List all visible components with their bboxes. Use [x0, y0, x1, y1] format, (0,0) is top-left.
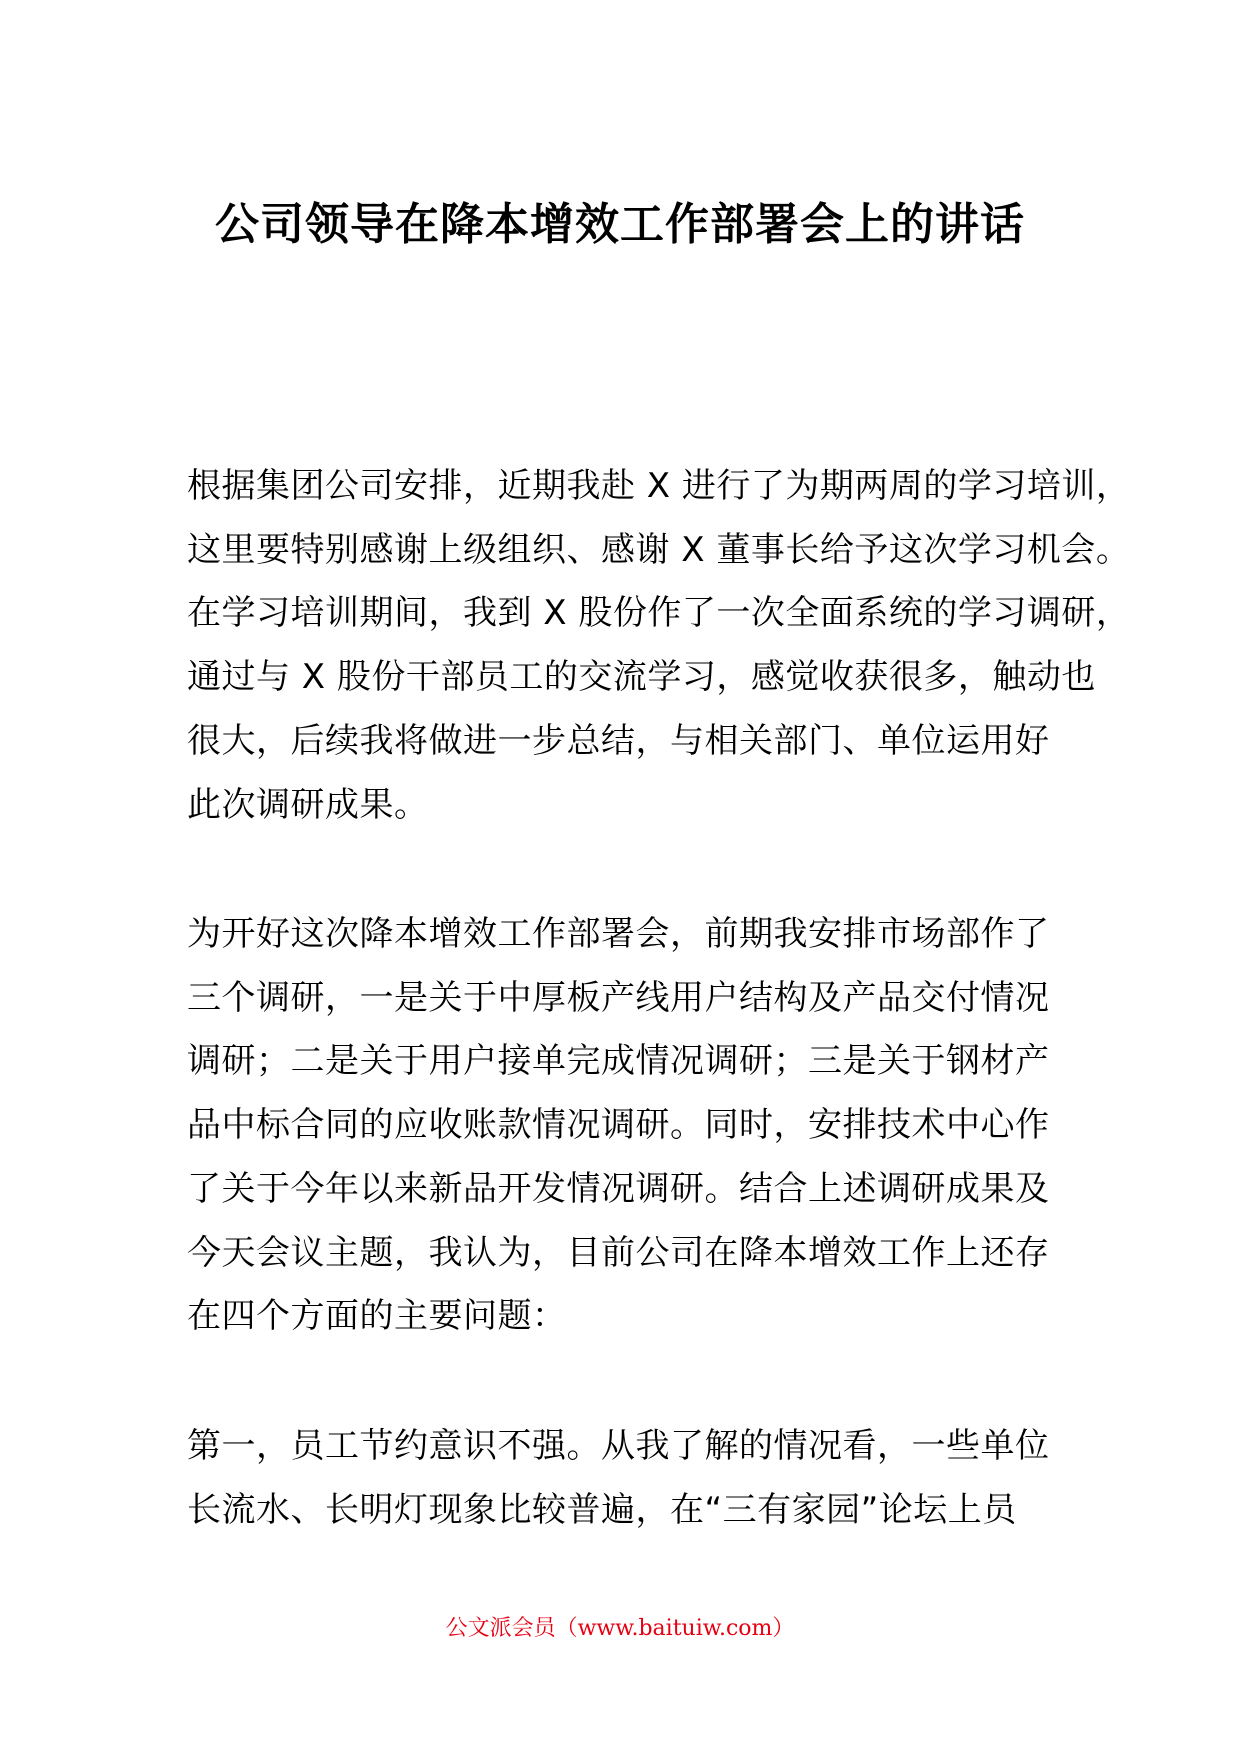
paragraph-line: 根据集团公司安排，近期我赴 X 进行了为期两周的学习培训， — [187, 466, 1131, 506]
footer-watermark-link[interactable]: 公文派会员（www.baituiw.com） — [445, 1616, 795, 1641]
paragraph-1 — [187, 455, 1131, 837]
paragraph-line: 在四个方面的主要问题： — [187, 1296, 567, 1337]
paragraph-line: 在学习培训期间，我到 X 股份作了一次全面系统的学习调研， — [187, 593, 1131, 634]
paragraph-line: 今天会议主题，我认为，目前公司在降本增效工作上还存 — [187, 1232, 1050, 1273]
paragraph-line: 三个调研，一是关于中厚板产线用户结构及产品交付情况 — [187, 977, 1050, 1018]
paragraph-line: 为开好这次降本增效工作部署会，前期我安排市场部作了 — [187, 914, 1050, 954]
paragraph-line: 很大，后续我将做进一步总结，与相关部门、单位运用好 — [187, 720, 1050, 761]
paragraph-line: 第一，员工节约意识不强。从我了解的情况看，一些单位 — [187, 1426, 1050, 1466]
paragraph-3 — [187, 1415, 1087, 1542]
paragraph-line: 长流水、长明灯现象比较普遍，在“三有家园”论坛上员 — [187, 1489, 1017, 1530]
paragraph-line: 这里要特别感谢上级组织、感谢 X 董事长给予这次学习机会。 — [187, 529, 1131, 570]
paragraph-line: 品中标合同的应收账款情况调研。同时，安排技术中心作 — [187, 1105, 1050, 1146]
paragraph-2 — [187, 903, 1087, 1349]
paragraph-line: 此次调研成果。 — [187, 784, 429, 825]
paragraph-line: 调研；二是关于用户接单完成情况调研；三是关于钢材产 — [187, 1041, 1050, 1082]
paragraph-line: 了关于今年以来新品开发情况调研。结合上述调研成果及 — [187, 1168, 1050, 1209]
paragraph-line: 通过与 X 股份干部员工的交流学习，感觉收获很多，触动也 — [187, 657, 1096, 698]
document-title: 公司领导在降本增效工作部署会上的讲话 — [215, 199, 1025, 250]
